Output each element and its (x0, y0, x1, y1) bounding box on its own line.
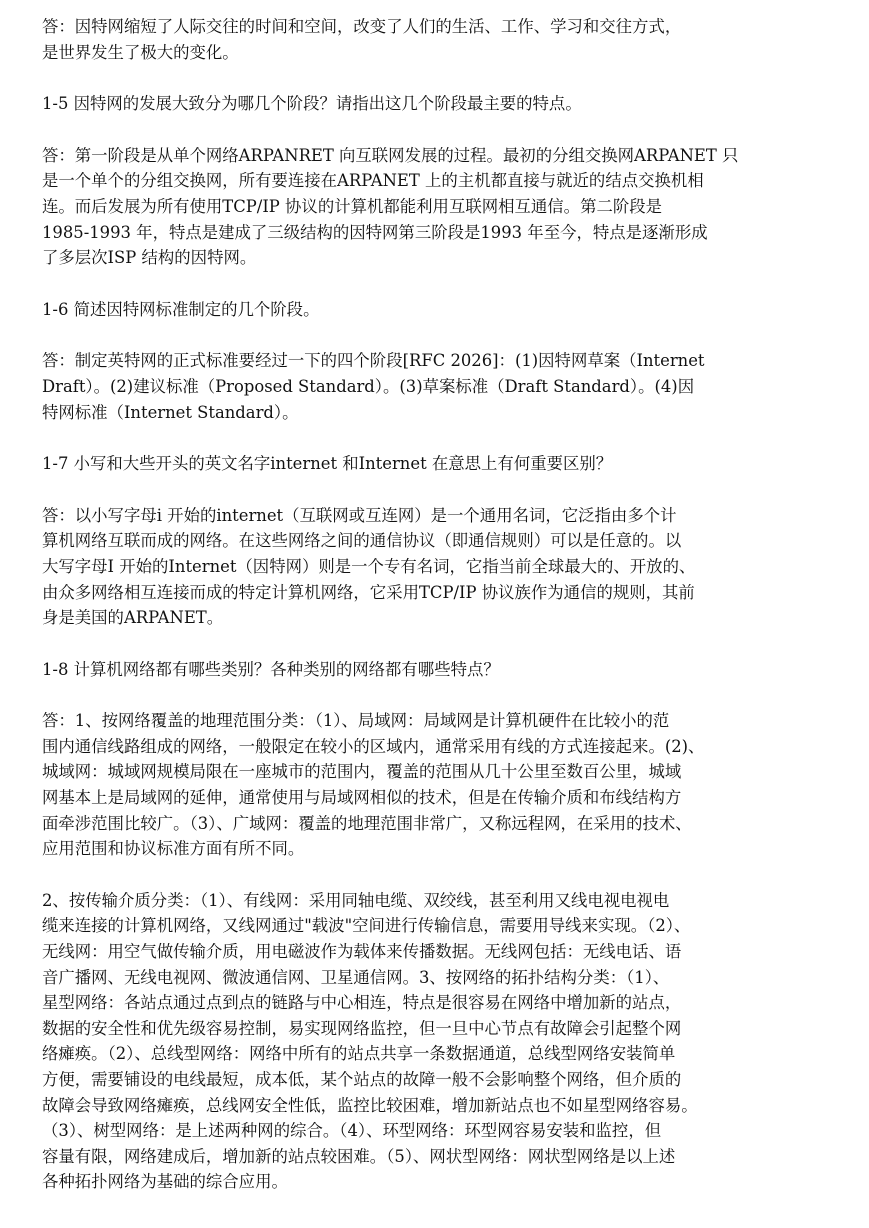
answer-paragraph: 答：制定英特网的正式标准要经过一下的四个阶段[RFC 2026]：(1)因特网草案（Internet Draft）。(2)建议标准（Proposed Standard）。(3)草案标准（Draft Standard）。(4)因 特网标准（Internet Standard）。 (42, 351, 705, 422)
question-1-7: 1-7 小写和大些开头的英文名字internet 和Internet 在意思上有何重要区别？ (42, 454, 613, 474)
question-1-8: 1-8 计算机网络都有哪些类别？各种类别的网络都有哪些特点？ (42, 659, 500, 679)
answer-paragraph: 答：因特网缩短了人际交往的时间和空间，改变了人们的生活、工作、学习和交往方式， 是世界发生了极大的变化。 (42, 17, 682, 62)
answer-paragraph: 答：第一阶段是从单个网络ARPANRET 向互联网发展的过程。最初的分组交换网ARPANET 只 是一个单个的分组交换网，所有要连接在ARPANET 上的主机都直接与就近的结点交换机相 连。而后发展为所有使用TCP/IP 协议的计算机都能利用互联网相互通信。第二阶段是 1985-1993 年，特点是建成了三级结构的因特网第三阶段是1993 年至今，特点是逐渐形成 了多层次ISP 结构的因特网。 (42, 145, 739, 268)
question-1-6: 1-6 简述因特网标准制定的几个阶段。 (42, 299, 320, 319)
answer-paragraph: 答：以小写字母i 开始的internet（互联网或互连网）是一个通用名词，它泛指由多个计 算机网络互联而成的网络。在这些网络之间的通信协议（即通信规则）可以是任意的。以 大写字母I 开始的Internet（因特网）则是一个专有名词，它指当前全球最大的、开放的、 由众多网络相互连接而成的特定计算机网络，它采用TCP/IP 协议族作为通信的规则，其前 身是美国的ARPANET。 (42, 505, 696, 628)
answer-paragraph: 2、按传输介质分类：（1）、有线网：采用同轴电缆、双绞线，甚至利用又线电视电视电 缆来连接的计算机网络，又线网通过"载波"空间进行传输信息，需要用导线来实现。（2）、 无线网：用空气做传输介质，用电磁波作为载体来传播数据。无线网包括：无线电话、语 音广播网、无线电视网、微波通信网、卫星通信网。3、按网络的拓扑结构分类：（1）、 星型网络：各站点通过点到点的链路与中心相连，特点是很容易在网络中增加新的站点， 数据的安全性和优先级容易控制，易实现网络监控，但一旦中心节点有故障会引起整个网 络瘫痪。（2）、总线型网络：网络中所有的站点共享一条数据通道，总线型网络安装简单 方便，需要铺设的电线最短，成本低，某个站点的故障一般不会影响整个网络，但介质的 故障会导致网络瘫痪，总线网安全性低，监控比较困难，增加新站点也不如星型网络容易。 （3）、树型网络：是上述两种网的综合。（4）、环型网络：环型网容易安装和监控，但 容量有限，网络建成后，增加新的站点较困难。（5）、网状型网络：网状型网络是以上述 各种拓扑网络为基础的综合应用。 (42, 890, 698, 1192)
question-1-5: 1-5 因特网的发展大致分为哪几个阶段？请指出这几个阶段最主要的特点。 (42, 94, 582, 114)
answer-paragraph: 答：1、按网络覆盖的地理范围分类：（1）、局域网：局域网是计算机硬件在比较小的范 围内通信线路组成的网络，一般限定在较小的区域内，通常采用有线的方式连接起来。(2)、 城域网：城域网规模局限在一座城市的范围内，覆盖的范围从几十公里至数百公里，城域 网基本上是局域网的延伸，通常使用与局域网相似的技术，但是在传输介质和布线结构方 面牵涉范围比较广。（3）、广域网：覆盖的地理范围非常广，又称远程网，在采用的技术、 应用范围和协议标准方面有所不同。 (42, 711, 705, 859)
